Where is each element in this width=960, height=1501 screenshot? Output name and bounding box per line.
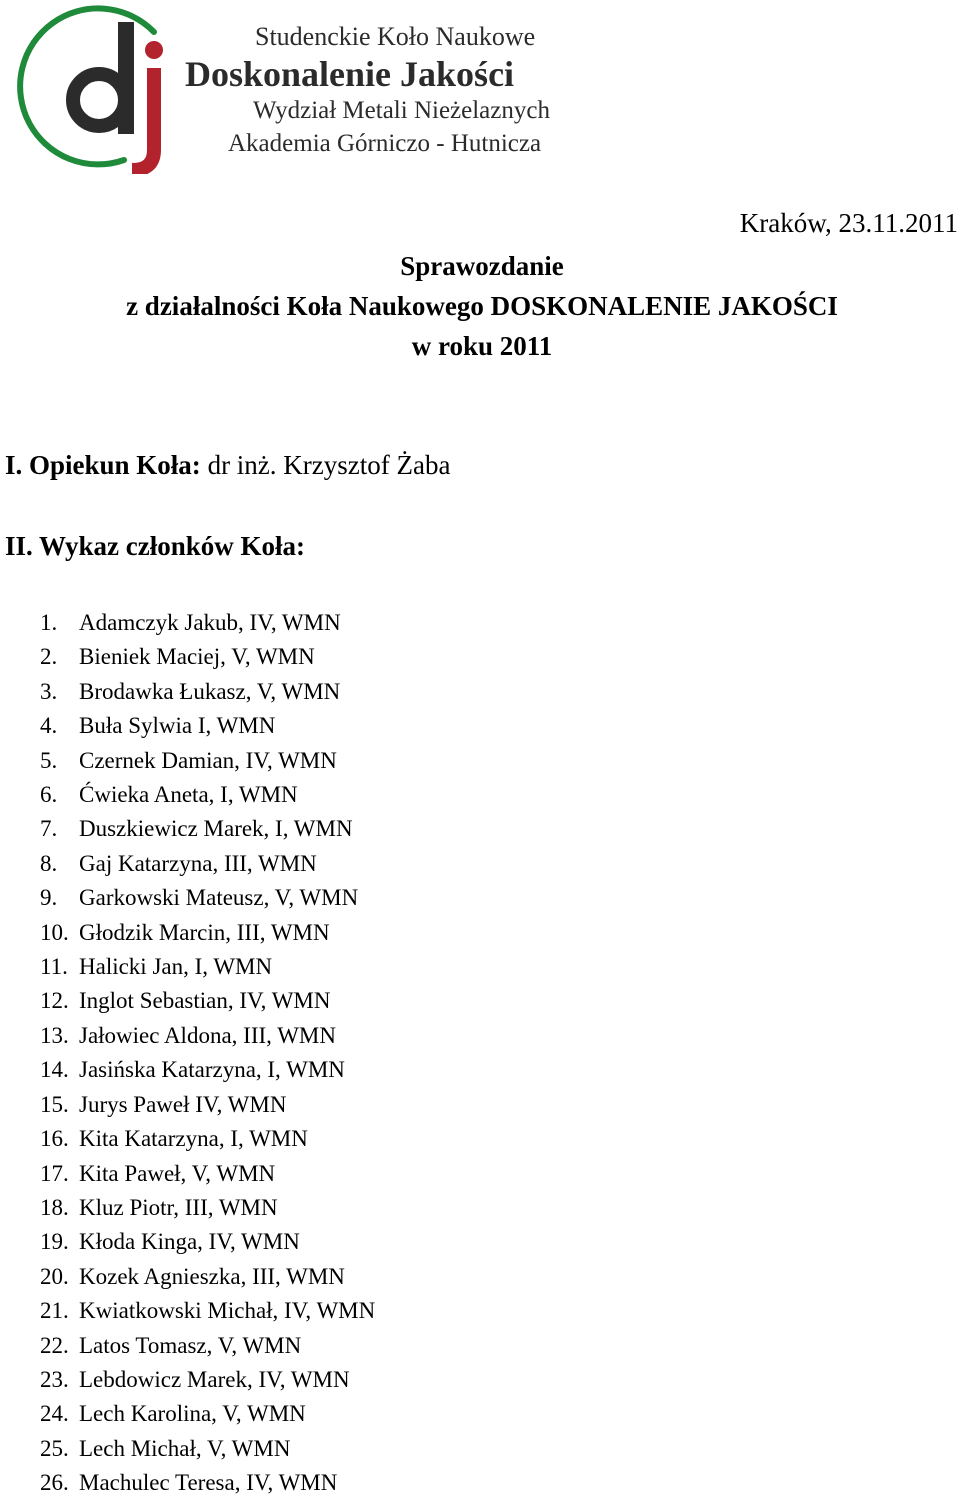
logo-text bbox=[185, 20, 595, 160]
member-item bbox=[40, 1260, 375, 1294]
member-name: Buła Sylwia I, WMN bbox=[79, 713, 276, 739]
title-line-2: z działalności Koła Naukowego DOSKONALENIE JAKOŚCI bbox=[126, 291, 838, 321]
document-title bbox=[0, 246, 960, 366]
member-item bbox=[40, 1122, 375, 1156]
logo bbox=[0, 0, 600, 180]
logo-line-university: Akademia Górniczo - Hutnicza bbox=[228, 130, 542, 157]
member-name: Kłoda Kinga, IV, WMN bbox=[79, 1229, 300, 1255]
member-item bbox=[40, 1397, 375, 1431]
member-name: Garkowski Mateusz, V, WMN bbox=[79, 885, 359, 911]
member-name: Kozek Agnieszka, III, WMN bbox=[79, 1263, 345, 1289]
member-name: Lech Karolina, V, WMN bbox=[79, 1401, 306, 1427]
member-number: 26. bbox=[40, 1470, 69, 1496]
member-number: 4. bbox=[40, 713, 58, 739]
member-name: Brodawka Łukasz, V, WMN bbox=[79, 678, 341, 704]
member-name: Kluz Piotr, III, WMN bbox=[79, 1194, 278, 1220]
member-item bbox=[40, 675, 375, 709]
member-number: 17. bbox=[40, 1160, 69, 1186]
member-number: 2. bbox=[40, 644, 58, 670]
member-item bbox=[40, 744, 375, 778]
member-name: Duszkiewicz Marek, I, WMN bbox=[79, 816, 353, 842]
member-item bbox=[40, 916, 375, 950]
member-number: 10. bbox=[40, 919, 69, 945]
title-line-1: Sprawozdanie bbox=[400, 251, 564, 281]
dj-logo-icon bbox=[4, 2, 179, 174]
logo-line-organization: Studenckie Koło Naukowe bbox=[255, 22, 536, 51]
member-item bbox=[40, 778, 375, 812]
member-item bbox=[40, 709, 375, 743]
member-item bbox=[40, 950, 375, 984]
member-number: 7. bbox=[40, 816, 58, 842]
member-name: Ćwieka Aneta, I, WMN bbox=[79, 782, 298, 808]
member-number: 19. bbox=[40, 1229, 69, 1255]
member-name: Halicki Jan, I, WMN bbox=[79, 954, 273, 980]
member-name: Kita Paweł, V, WMN bbox=[79, 1160, 276, 1186]
member-number: 20. bbox=[40, 1263, 69, 1289]
member-number: 11. bbox=[40, 954, 68, 980]
member-name: Kita Katarzyna, I, WMN bbox=[79, 1126, 308, 1152]
member-number: 5. bbox=[40, 747, 58, 773]
member-number: 3. bbox=[40, 678, 58, 704]
member-number: 24. bbox=[40, 1401, 69, 1427]
member-item bbox=[40, 847, 375, 881]
member-number: 14. bbox=[40, 1057, 69, 1083]
section-supervisor-value: dr inż. Krzysztof Żaba bbox=[207, 450, 451, 480]
member-item bbox=[40, 1053, 375, 1087]
member-number: 16. bbox=[40, 1126, 69, 1152]
member-item bbox=[40, 1466, 375, 1500]
member-name: Kwiatkowski Michał, IV, WMN bbox=[79, 1298, 376, 1324]
member-item bbox=[40, 984, 375, 1018]
member-item bbox=[40, 606, 375, 640]
member-number: 13. bbox=[40, 1022, 69, 1048]
member-name: Jasińska Katarzyna, I, WMN bbox=[79, 1057, 345, 1083]
member-item bbox=[40, 1088, 375, 1122]
section-supervisor bbox=[5, 448, 450, 482]
section-members bbox=[5, 529, 305, 563]
member-item bbox=[40, 1157, 375, 1191]
member-item bbox=[40, 881, 375, 915]
members-list bbox=[40, 606, 375, 1501]
title-line-3: w roku 2011 bbox=[411, 331, 553, 361]
member-name: Jałowiec Aldona, III, WMN bbox=[79, 1022, 336, 1048]
member-number: 12. bbox=[40, 988, 69, 1014]
member-number: 18. bbox=[40, 1194, 69, 1220]
member-name: Machulec Teresa, IV, WMN bbox=[79, 1470, 338, 1496]
member-item bbox=[40, 1294, 375, 1328]
section-supervisor-heading: I. Opiekun Koła: bbox=[5, 450, 201, 480]
member-number: 6. bbox=[40, 782, 58, 808]
member-name: Adamczyk Jakub, IV, WMN bbox=[79, 610, 341, 635]
member-item bbox=[40, 1191, 375, 1225]
member-number: 1. bbox=[40, 610, 58, 635]
member-item bbox=[40, 1225, 375, 1259]
member-number: 8. bbox=[40, 850, 58, 876]
member-item bbox=[40, 1019, 375, 1053]
member-number: 21. bbox=[40, 1298, 69, 1324]
member-number: 23. bbox=[40, 1366, 69, 1392]
member-name: Bieniek Maciej, V, WMN bbox=[79, 644, 315, 670]
member-name: Inglot Sebastian, IV, WMN bbox=[79, 988, 331, 1014]
document-date: Kraków, 23.11.2011 bbox=[739, 208, 958, 238]
member-name: Lech Michał, V, WMN bbox=[79, 1435, 291, 1461]
member-name: Głodzik Marcin, III, WMN bbox=[79, 919, 330, 945]
member-name: Lebdowicz Marek, IV, WMN bbox=[79, 1366, 350, 1392]
logo-line-faculty: Wydział Metali Nieżelaznych bbox=[253, 97, 550, 124]
member-number: 22. bbox=[40, 1332, 69, 1358]
member-name: Czernek Damian, IV, WMN bbox=[79, 747, 337, 773]
member-item bbox=[40, 1329, 375, 1363]
member-item bbox=[40, 812, 375, 846]
logo-line-name: Doskonalenie Jakości bbox=[185, 54, 515, 94]
member-number: 25. bbox=[40, 1435, 69, 1461]
member-name: Jurys Paweł IV, WMN bbox=[79, 1091, 287, 1117]
section-members-heading: II. Wykaz członków Koła: bbox=[5, 531, 306, 561]
member-number: 9. bbox=[40, 885, 58, 911]
member-name: Latos Tomasz, V, WMN bbox=[79, 1332, 302, 1358]
member-item bbox=[40, 1432, 375, 1466]
member-name: Gaj Katarzyna, III, WMN bbox=[79, 850, 317, 876]
member-item bbox=[40, 1363, 375, 1397]
member-item bbox=[40, 640, 375, 674]
member-number: 15. bbox=[40, 1091, 69, 1117]
